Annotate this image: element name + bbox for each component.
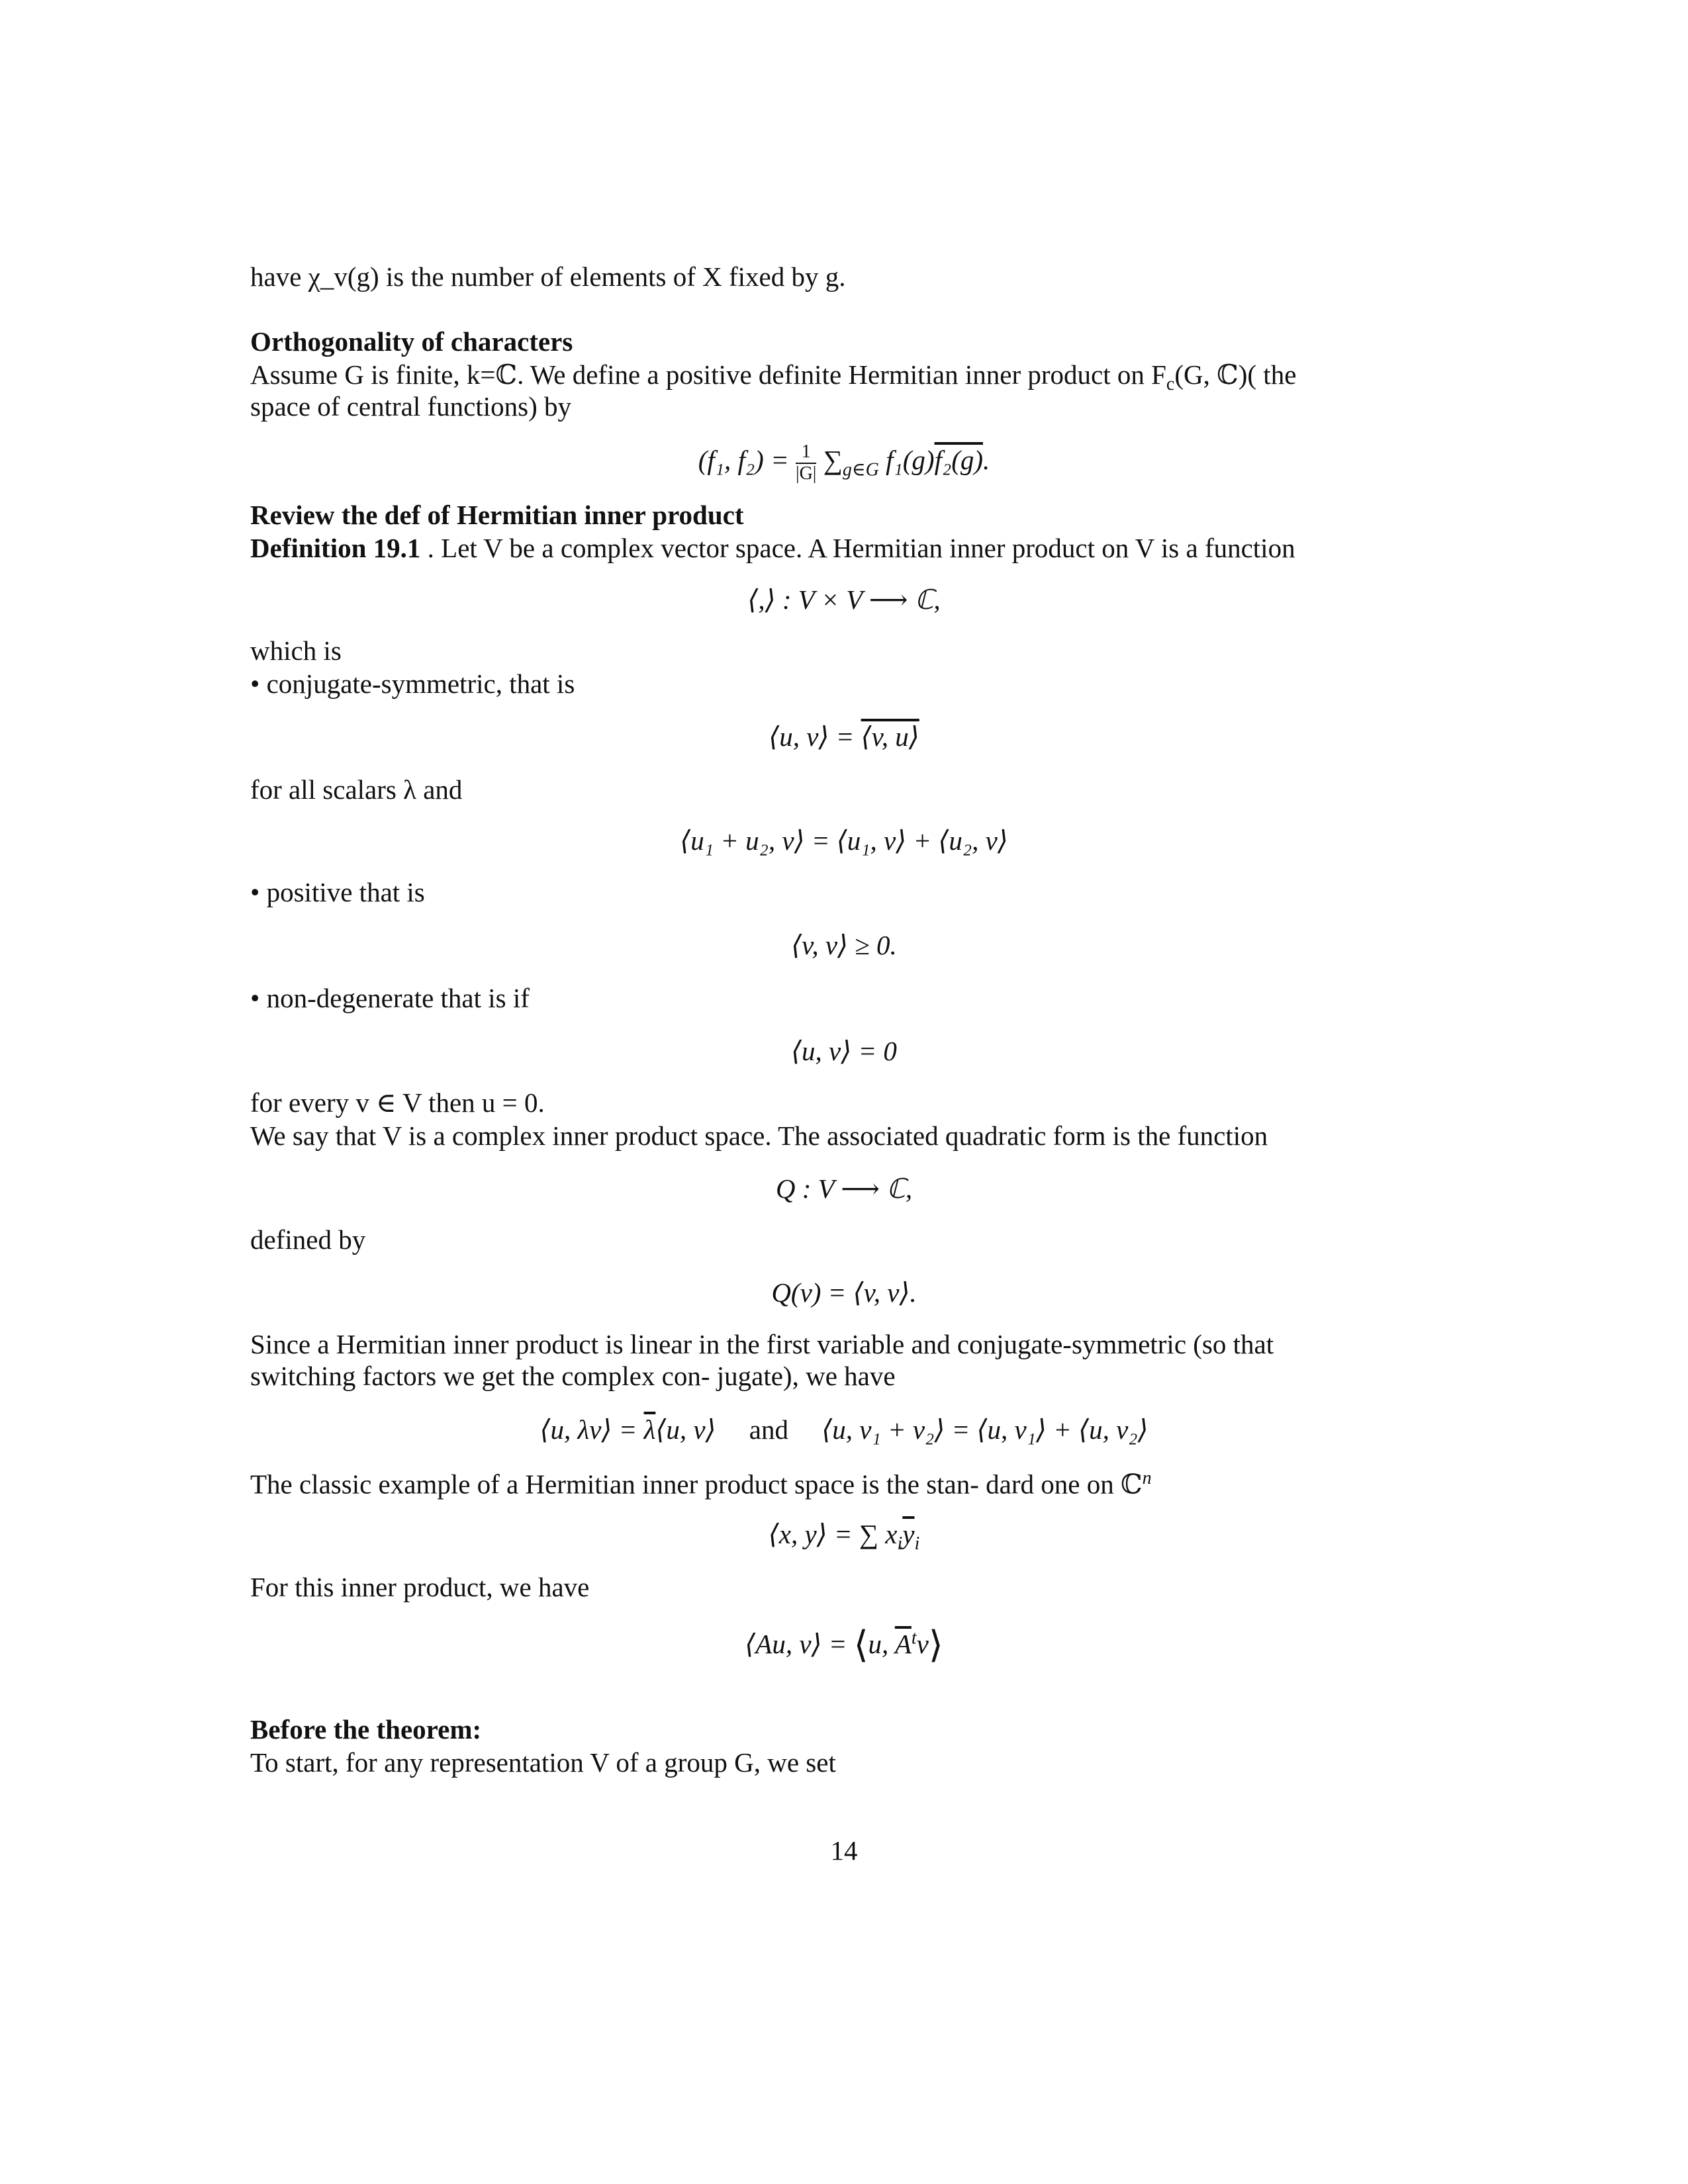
- formula-standard-inner-product: [0, 1521, 1688, 1553]
- formula-additivity: ⟨u₁ + u₂, v⟩ = ⟨u₁, v⟩ + ⟨u₂, v⟩: [680, 825, 1008, 856]
- adjoint-A-bar: $\overline{A}$: [894, 1629, 912, 1659]
- adjoint-open-bracket: ⟨: [853, 1625, 868, 1666]
- text-which-is: which is: [250, 635, 342, 666]
- sesqui-b: ⟨u, v⟩: [655, 1414, 716, 1445]
- text-since-line-2: switching factors we get the complex con- jugate), we have: [250, 1361, 896, 1391]
- standard-i1: i: [897, 1533, 903, 1555]
- section-heading-before-theorem: Before the theorem:: [250, 1714, 482, 1745]
- bullet-positive: • positive that is: [250, 877, 425, 907]
- formula-quadratic-def: Q(v) = ⟨v, v⟩.: [771, 1277, 917, 1308]
- standard-lhs: ⟨x, y⟩ = ∑ x: [768, 1519, 898, 1549]
- f1: f₁(g): [878, 445, 935, 476]
- bullet-non-degenerate: • non-degenerate that is if: [250, 983, 530, 1013]
- adjoint-v: v: [916, 1629, 929, 1659]
- classic-sup: n: [1142, 1468, 1152, 1488]
- sesqui-c: ⟨u, v₁ + v₂⟩ = ⟨u, v₁⟩ + ⟨u, v₂⟩: [821, 1414, 1149, 1445]
- text-for-every: for every v ∈ V then u = 0.: [250, 1087, 545, 1118]
- text-central-functions: space of central functions) by: [250, 391, 571, 422]
- definition-label: Definition 19.1: [250, 533, 421, 563]
- section-heading-review: Review the def of Hermitian inner product: [250, 500, 744, 530]
- classic-text: The classic example of a Hermitian inner product space is the stan- dard one on ℂ: [250, 1469, 1143, 1500]
- fraction: [796, 442, 816, 484]
- text-defined-by: defined by: [250, 1224, 366, 1255]
- lambda-bar: $\overline{\lambda}$: [643, 1414, 656, 1445]
- formula-quadratic-map: Q : V ⟶ ℂ,: [775, 1173, 913, 1204]
- text-for-this: For this inner product, we have: [250, 1572, 590, 1602]
- definition-line: [250, 535, 1295, 562]
- formula-adjoint: [0, 1627, 1688, 1664]
- text-we-say: We say that V is a complex inner product space. The associated quadratic form is the function: [250, 1120, 1268, 1151]
- fraction-denominator: |G|: [795, 463, 817, 484]
- text-since-line-1: Since a Hermitian inner product is linear in the first variable and conjugate-symmetric (so that: [250, 1329, 1274, 1359]
- conj-rhs: ⟨v, u⟩: [861, 721, 919, 752]
- fraction-numerator: 1: [796, 442, 816, 464]
- text-assume-line: [250, 361, 1296, 394]
- assume-sub: c: [1166, 374, 1175, 395]
- sum-symbol: ∑: [823, 445, 843, 476]
- text-line-fixed-points: have χ_v(g) is the number of elements of X fixed by g.: [250, 261, 846, 292]
- conj-lhs: ⟨u, v⟩ =: [769, 721, 861, 752]
- adjoint-close-bracket: ⟩: [928, 1625, 943, 1666]
- formula-map: ⟨,⟩ : V × V ⟶ ℂ,: [747, 584, 941, 615]
- formula-sesquilinear: [0, 1416, 1688, 1443]
- standard-y-bar: $\overline{y}$: [902, 1519, 915, 1549]
- adjoint-u: u,: [868, 1629, 895, 1659]
- sesqui-and: and: [749, 1414, 788, 1445]
- formula-inner-product: [0, 442, 1688, 484]
- page-number: 14: [830, 1835, 858, 1866]
- adjoint-transpose: t: [911, 1627, 917, 1649]
- text-for-all-scalars: for all scalars λ and: [250, 774, 463, 805]
- sum-index: g∈G: [842, 459, 879, 480]
- adjoint-lhs: ⟨Au, v⟩ =: [745, 1629, 854, 1659]
- f2-conjugate: f₂(g): [934, 445, 984, 476]
- text-classic-example: [250, 1469, 1152, 1498]
- assume-text: Assume G is finite, k=ℂ. We define a positive definite Hermitian inner product on F: [250, 359, 1166, 390]
- text-to-start: To start, for any representation V of a group G, we set: [250, 1747, 836, 1778]
- formula-lhs: (f₁, f₂) =: [698, 445, 796, 476]
- formula-positive: ⟨v, v⟩ ≥ 0.: [791, 930, 897, 960]
- period: .: [983, 445, 990, 476]
- assume-tail: (G, ℂ)( the: [1174, 359, 1297, 390]
- definition-text: . Let V be a complex vector space. A Hermitian inner product on V is a function: [420, 533, 1295, 563]
- bullet-conjugate-symmetric: • conjugate-symmetric, that is: [250, 668, 575, 699]
- section-heading-orthogonality: Orthogonality of characters: [250, 326, 573, 357]
- sesqui-a: ⟨u, λv⟩ =: [539, 1414, 644, 1445]
- formula-conjugate-symmetry: [0, 723, 1688, 751]
- formula-non-degenerate: ⟨u, v⟩ = 0: [791, 1036, 897, 1066]
- standard-i2: i: [914, 1533, 920, 1555]
